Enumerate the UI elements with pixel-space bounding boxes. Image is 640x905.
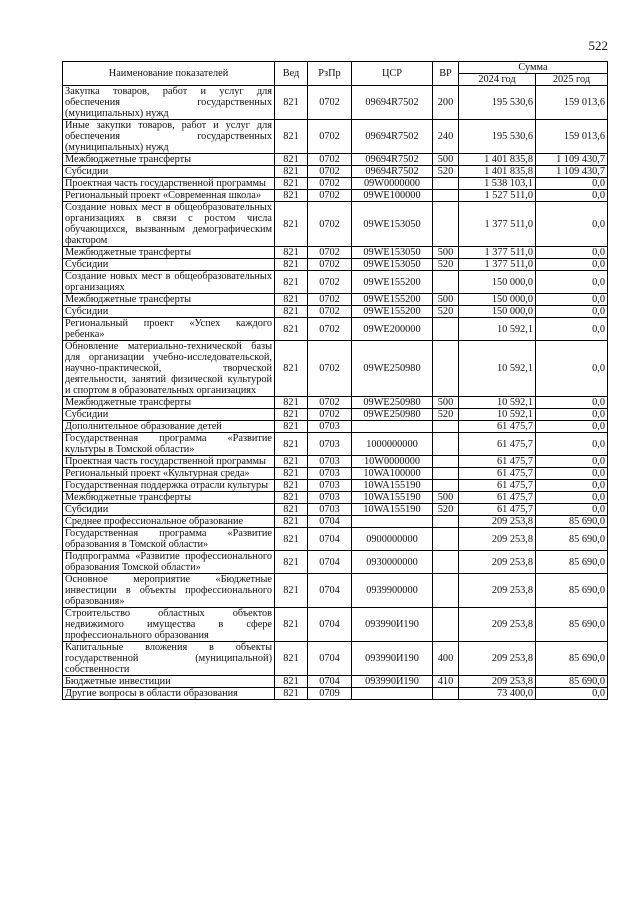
row-ved: 821	[275, 574, 308, 608]
row-csr: 09WE153050	[352, 259, 433, 271]
row-name: Субсидии	[63, 166, 275, 178]
row-ved: 821	[275, 421, 308, 433]
row-amount-2024: 1 377 511,0	[459, 202, 536, 247]
row-ved: 821	[275, 551, 308, 574]
row-amount-2024: 150 000,0	[459, 294, 536, 306]
row-name: Государственная поддержка отрасли культуры	[63, 480, 275, 492]
row-rzpr: 0702	[308, 259, 352, 271]
row-amount-2024: 209 253,8	[459, 642, 536, 676]
row-ved: 821	[275, 341, 308, 397]
table-row	[63, 306, 608, 318]
header-2024: 2024 год	[459, 74, 536, 86]
row-vr: 400	[433, 642, 459, 676]
row-name: Среднее профессиональное образование	[63, 516, 275, 528]
row-ved: 821	[275, 642, 308, 676]
row-vr: 240	[433, 120, 459, 154]
row-name: Межбюджетные трансферты	[63, 294, 275, 306]
table-row	[63, 574, 608, 608]
budget-table	[62, 61, 608, 700]
row-amount-2024: 61 475,7	[459, 468, 536, 480]
row-vr: 520	[433, 259, 459, 271]
row-ved: 821	[275, 433, 308, 456]
table-row	[63, 516, 608, 528]
row-amount-2025: 0,0	[536, 271, 608, 294]
row-name: Проектная часть государственной программы	[63, 178, 275, 190]
row-vr	[433, 421, 459, 433]
row-vr	[433, 178, 459, 190]
row-amount-2025: 0,0	[536, 259, 608, 271]
row-name: Межбюджетные трансферты	[63, 154, 275, 166]
row-name: Государственная программа «Развитие культуры в Томской области»	[63, 433, 275, 456]
row-amount-2025: 85 690,0	[536, 528, 608, 551]
table-row	[63, 341, 608, 397]
row-rzpr: 0702	[308, 154, 352, 166]
row-csr: 093990И190	[352, 642, 433, 676]
row-vr	[433, 574, 459, 608]
row-vr	[433, 271, 459, 294]
row-amount-2025: 1 109 430,7	[536, 154, 608, 166]
row-ved: 821	[275, 190, 308, 202]
table-row	[63, 688, 608, 700]
row-name: Создание новых мест в общеобразовательных организациях в связи с ростом числа обучающихся, вызванным демографическим фактором	[63, 202, 275, 247]
row-vr: 200	[433, 86, 459, 120]
header-sum: Сумма	[459, 62, 608, 74]
row-rzpr: 0704	[308, 574, 352, 608]
row-amount-2025: 0,0	[536, 294, 608, 306]
row-ved: 821	[275, 676, 308, 688]
row-amount-2024: 61 475,7	[459, 492, 536, 504]
row-csr	[352, 421, 433, 433]
table-row	[63, 271, 608, 294]
table-row	[63, 247, 608, 259]
row-csr: 09694R7502	[352, 166, 433, 178]
row-ved: 821	[275, 608, 308, 642]
row-amount-2025: 0,0	[536, 480, 608, 492]
row-amount-2025: 159 013,6	[536, 120, 608, 154]
row-rzpr: 0702	[308, 318, 352, 341]
header-name: Наименование показателей	[63, 62, 275, 86]
row-vr: 520	[433, 504, 459, 516]
row-ved: 821	[275, 688, 308, 700]
row-name: Дополнительное образование детей	[63, 421, 275, 433]
row-csr: 10W0000000	[352, 456, 433, 468]
table-row	[63, 190, 608, 202]
row-name: Субсидии	[63, 409, 275, 421]
row-ved: 821	[275, 120, 308, 154]
row-ved: 821	[275, 294, 308, 306]
row-rzpr: 0704	[308, 608, 352, 642]
row-csr: 09694R7502	[352, 120, 433, 154]
row-vr: 520	[433, 306, 459, 318]
row-rzpr: 0702	[308, 178, 352, 190]
table-row	[63, 409, 608, 421]
table-row	[63, 551, 608, 574]
row-name: Обновление материально-технической базы для организации учебно-исследовательской, научно-практической, творческой деятельности, занятий физической культурой и спортом в образовательных организациях	[63, 341, 275, 397]
row-amount-2025: 0,0	[536, 468, 608, 480]
row-name: Региональный проект «Культурная среда»	[63, 468, 275, 480]
row-amount-2024: 150 000,0	[459, 306, 536, 318]
table-body	[63, 86, 608, 700]
row-rzpr: 0703	[308, 456, 352, 468]
row-amount-2025: 0,0	[536, 492, 608, 504]
row-name: Проектная часть государственной программы	[63, 456, 275, 468]
row-amount-2025: 0,0	[536, 688, 608, 700]
row-amount-2025: 0,0	[536, 409, 608, 421]
table-row	[63, 480, 608, 492]
row-csr: 09W0000000	[352, 178, 433, 190]
row-name: Межбюджетные трансферты	[63, 492, 275, 504]
row-name: Межбюджетные трансферты	[63, 397, 275, 409]
row-amount-2024: 10 592,1	[459, 341, 536, 397]
row-csr	[352, 516, 433, 528]
row-ved: 821	[275, 468, 308, 480]
row-ved: 821	[275, 516, 308, 528]
row-ved: 821	[275, 259, 308, 271]
row-vr: 410	[433, 676, 459, 688]
row-vr	[433, 341, 459, 397]
row-amount-2025: 0,0	[536, 421, 608, 433]
row-vr: 500	[433, 294, 459, 306]
row-rzpr: 0709	[308, 688, 352, 700]
row-vr	[433, 688, 459, 700]
table-row	[63, 642, 608, 676]
row-csr	[352, 688, 433, 700]
table-row	[63, 676, 608, 688]
table-row	[63, 504, 608, 516]
row-name: Другие вопросы в области образования	[63, 688, 275, 700]
row-rzpr: 0704	[308, 528, 352, 551]
row-amount-2024: 1 401 835,8	[459, 166, 536, 178]
row-vr	[433, 202, 459, 247]
row-name: Региональный проект «Успех каждого ребенка»	[63, 318, 275, 341]
row-amount-2024: 61 475,7	[459, 456, 536, 468]
row-csr: 1000000000	[352, 433, 433, 456]
row-vr	[433, 190, 459, 202]
row-csr: 09694R7502	[352, 86, 433, 120]
row-amount-2024: 73 400,0	[459, 688, 536, 700]
row-amount-2024: 1 538 103,1	[459, 178, 536, 190]
row-amount-2025: 0,0	[536, 178, 608, 190]
row-amount-2025: 85 690,0	[536, 551, 608, 574]
header-ved: Вед	[275, 62, 308, 86]
row-amount-2025: 1 109 430,7	[536, 166, 608, 178]
row-rzpr: 0704	[308, 676, 352, 688]
table-row	[63, 154, 608, 166]
row-amount-2024: 1 377 511,0	[459, 247, 536, 259]
row-ved: 821	[275, 86, 308, 120]
row-rzpr: 0703	[308, 480, 352, 492]
row-vr	[433, 318, 459, 341]
header-vr: ВР	[433, 62, 459, 86]
row-rzpr: 0702	[308, 271, 352, 294]
header-2025: 2025 год	[536, 74, 608, 86]
row-ved: 821	[275, 528, 308, 551]
row-amount-2025: 0,0	[536, 433, 608, 456]
header-csr: ЦСР	[352, 62, 433, 86]
table-row	[63, 318, 608, 341]
row-rzpr: 0702	[308, 247, 352, 259]
row-ved: 821	[275, 456, 308, 468]
table-row	[63, 202, 608, 247]
row-name: Закупка товаров, работ и услуг для обеспечения государственных (муниципальных) нужд	[63, 86, 275, 120]
row-ved: 821	[275, 154, 308, 166]
row-amount-2025: 85 690,0	[536, 608, 608, 642]
table-row	[63, 528, 608, 551]
row-ved: 821	[275, 480, 308, 492]
row-amount-2025: 85 690,0	[536, 574, 608, 608]
row-csr: 0930000000	[352, 551, 433, 574]
row-rzpr: 0702	[308, 86, 352, 120]
row-amount-2025: 0,0	[536, 190, 608, 202]
row-rzpr: 0702	[308, 120, 352, 154]
table-row	[63, 178, 608, 190]
row-amount-2024: 1 377 511,0	[459, 259, 536, 271]
row-amount-2024: 61 475,7	[459, 504, 536, 516]
row-ved: 821	[275, 397, 308, 409]
row-amount-2024: 61 475,7	[459, 480, 536, 492]
row-amount-2025: 0,0	[536, 306, 608, 318]
row-amount-2025: 85 690,0	[536, 676, 608, 688]
row-rzpr: 0703	[308, 468, 352, 480]
row-amount-2024: 10 592,1	[459, 318, 536, 341]
row-amount-2024: 195 530,6	[459, 86, 536, 120]
table-row	[63, 86, 608, 120]
row-rzpr: 0703	[308, 421, 352, 433]
header-rzpr: РзПр	[308, 62, 352, 86]
row-amount-2025: 0,0	[536, 504, 608, 516]
row-name: Субсидии	[63, 306, 275, 318]
page-number: 522	[588, 38, 608, 53]
row-amount-2024: 1 527 511,0	[459, 190, 536, 202]
table-row	[63, 259, 608, 271]
row-vr	[433, 608, 459, 642]
row-amount-2024: 150 000,0	[459, 271, 536, 294]
row-rzpr: 0702	[308, 306, 352, 318]
row-amount-2024: 61 475,7	[459, 433, 536, 456]
row-name: Иные закупки товаров, работ и услуг для обеспечения государственных (муниципальных) нужд	[63, 120, 275, 154]
table-row	[63, 492, 608, 504]
row-vr	[433, 456, 459, 468]
row-name: Подпрограмма «Развитие профессионального образования Томской области»	[63, 551, 275, 574]
row-vr	[433, 480, 459, 492]
row-csr: 09WE250980	[352, 409, 433, 421]
row-vr: 520	[433, 166, 459, 178]
row-amount-2025: 0,0	[536, 247, 608, 259]
row-amount-2025: 0,0	[536, 318, 608, 341]
row-rzpr: 0704	[308, 551, 352, 574]
row-vr: 500	[433, 154, 459, 166]
row-csr: 09WE250980	[352, 341, 433, 397]
row-name: Государственная программа «Развитие образования в Томской области»	[63, 528, 275, 551]
row-ved: 821	[275, 247, 308, 259]
row-vr: 520	[433, 409, 459, 421]
row-csr: 09WE100000	[352, 190, 433, 202]
row-vr: 500	[433, 492, 459, 504]
row-name: Строительство областных объектов недвижимого имущества в сфере профессионального образования	[63, 608, 275, 642]
row-amount-2025: 0,0	[536, 397, 608, 409]
row-vr	[433, 551, 459, 574]
row-ved: 821	[275, 504, 308, 516]
row-rzpr: 0702	[308, 202, 352, 247]
row-amount-2024: 209 253,8	[459, 608, 536, 642]
row-rzpr: 0704	[308, 642, 352, 676]
row-vr	[433, 433, 459, 456]
row-vr	[433, 468, 459, 480]
table-row	[63, 608, 608, 642]
row-ved: 821	[275, 178, 308, 190]
row-name: Создание новых мест в общеобразовательных организациях	[63, 271, 275, 294]
row-rzpr: 0702	[308, 294, 352, 306]
row-ved: 821	[275, 202, 308, 247]
row-amount-2025: 0,0	[536, 341, 608, 397]
row-amount-2024: 10 592,1	[459, 409, 536, 421]
table-row	[63, 397, 608, 409]
row-amount-2024: 209 253,8	[459, 574, 536, 608]
row-rzpr: 0704	[308, 516, 352, 528]
row-amount-2025: 159 013,6	[536, 86, 608, 120]
row-csr: 09WE153050	[352, 247, 433, 259]
row-rzpr: 0703	[308, 492, 352, 504]
row-rzpr: 0703	[308, 433, 352, 456]
row-csr: 09WE250980	[352, 397, 433, 409]
row-rzpr: 0703	[308, 504, 352, 516]
row-rzpr: 0702	[308, 166, 352, 178]
row-name: Субсидии	[63, 504, 275, 516]
row-csr: 10WA100000	[352, 468, 433, 480]
row-amount-2025: 85 690,0	[536, 642, 608, 676]
row-vr: 500	[433, 397, 459, 409]
row-amount-2024: 61 475,7	[459, 421, 536, 433]
table-row	[63, 433, 608, 456]
row-amount-2024: 209 253,8	[459, 516, 536, 528]
row-name: Региональный проект «Современная школа»	[63, 190, 275, 202]
row-amount-2025: 85 690,0	[536, 516, 608, 528]
row-ved: 821	[275, 166, 308, 178]
table-row	[63, 166, 608, 178]
row-csr: 09WE155200	[352, 294, 433, 306]
row-csr: 09WE155200	[352, 306, 433, 318]
table-row	[63, 120, 608, 154]
table-row	[63, 456, 608, 468]
row-csr: 093990И190	[352, 608, 433, 642]
row-rzpr: 0702	[308, 190, 352, 202]
table-row	[63, 294, 608, 306]
row-amount-2024: 195 530,6	[459, 120, 536, 154]
row-csr: 0939900000	[352, 574, 433, 608]
row-amount-2024: 209 253,8	[459, 676, 536, 688]
table-row	[63, 468, 608, 480]
row-name: Бюджетные инвестиции	[63, 676, 275, 688]
row-vr: 500	[433, 247, 459, 259]
row-csr: 10WA155190	[352, 492, 433, 504]
row-csr: 093990И190	[352, 676, 433, 688]
row-rzpr: 0702	[308, 341, 352, 397]
row-name: Субсидии	[63, 259, 275, 271]
row-amount-2025: 0,0	[536, 202, 608, 247]
row-amount-2024: 10 592,1	[459, 397, 536, 409]
row-ved: 821	[275, 306, 308, 318]
row-vr	[433, 528, 459, 551]
row-csr: 09WE155200	[352, 271, 433, 294]
row-amount-2024: 209 253,8	[459, 551, 536, 574]
row-csr: 10WA155190	[352, 504, 433, 516]
row-amount-2024: 1 401 835,8	[459, 154, 536, 166]
row-ved: 821	[275, 271, 308, 294]
row-csr: 10WA155190	[352, 480, 433, 492]
row-ved: 821	[275, 318, 308, 341]
row-rzpr: 0702	[308, 397, 352, 409]
row-rzpr: 0702	[308, 409, 352, 421]
row-name: Основное мероприятие «Бюджетные инвестиции в объекты профессионального образования»	[63, 574, 275, 608]
row-name: Межбюджетные трансферты	[63, 247, 275, 259]
row-csr: 09WE153050	[352, 202, 433, 247]
header-row	[63, 62, 608, 74]
row-csr: 09WE200000	[352, 318, 433, 341]
row-vr	[433, 516, 459, 528]
row-amount-2025: 0,0	[536, 456, 608, 468]
row-amount-2024: 209 253,8	[459, 528, 536, 551]
row-csr: 09694R7502	[352, 154, 433, 166]
table-row	[63, 421, 608, 433]
row-csr: 0900000000	[352, 528, 433, 551]
row-ved: 821	[275, 409, 308, 421]
row-name: Капитальные вложения в объекты государственной (муниципальной) собственности	[63, 642, 275, 676]
row-ved: 821	[275, 492, 308, 504]
